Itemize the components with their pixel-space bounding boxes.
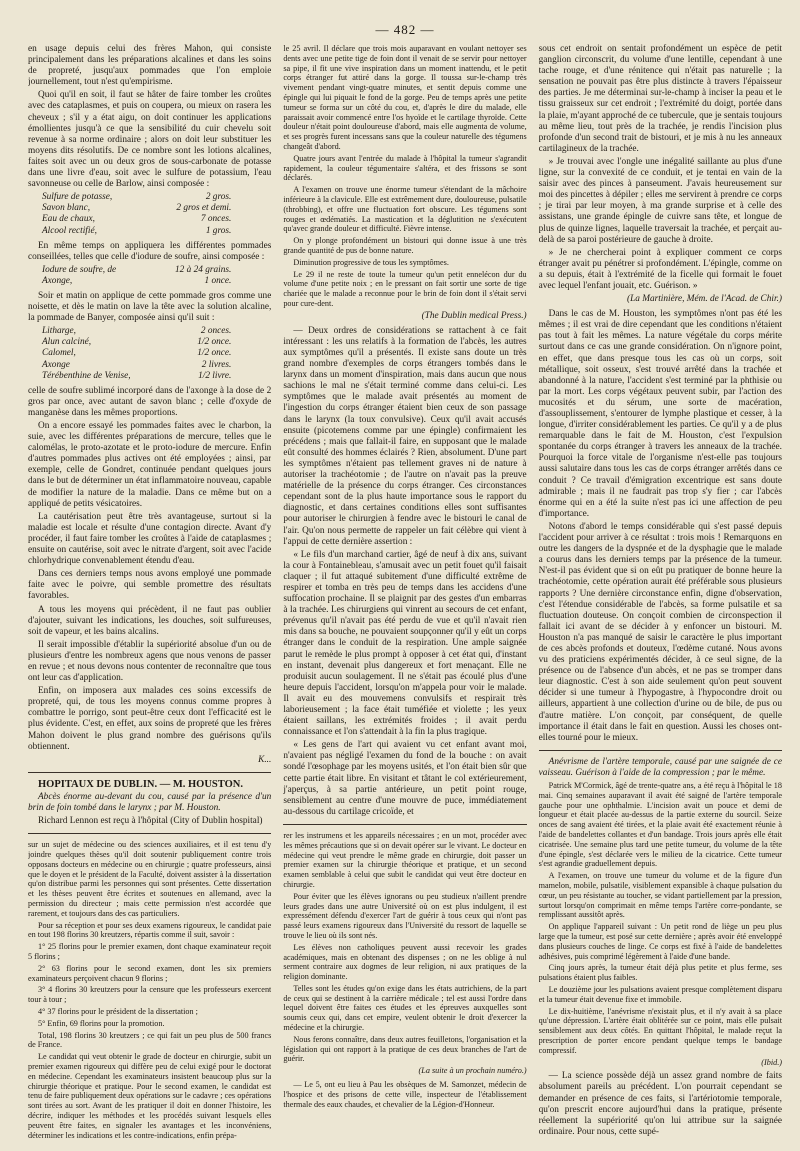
list-item: 1° 25 florins pour le premier examen, dont chaque examinateur reçoit 5 florins ; [28, 942, 272, 961]
section-heading: HOPITAUX DE DUBLIN. — M. HOUSTON. [38, 778, 243, 790]
paragraph: celle de soufre sublimé incorporé dans de l'axonge à la dose de 2 gros par once, avec autant de savon blanc ; celle d'oxyde de manganèse dans les mêmes proportions. [28, 385, 272, 418]
recipe-row: Litharge, 2 onces. [42, 326, 232, 337]
article-subheading: Anévrisme de l'artère temporale, causé par une saignée de ce vaisseau. Guérison à l'aide de la compression ; par le même. [538, 756, 782, 778]
recipe-row: Térébenthine de Venise, 1/2 livre. [42, 370, 232, 381]
divider [539, 750, 782, 751]
continued-note: (La suite à un prochain numéro.) [418, 1066, 527, 1076]
recipe-banyer [42, 326, 271, 381]
divider [283, 824, 526, 825]
article-subheading: Abcès énorme au-devant du cou, causé par la présence d'un brin de foin tombé dans le larynx ; par M. Houston. [28, 791, 272, 813]
paragraph: Les élèves non catholiques peuvent aussi recevoir les grades académiques, mais en obtenant des dispenses ; on ne les oblige à nul serment contraire aux dogmes de leur religion, ni aux pratiques de la religion dominante. [283, 942, 527, 982]
list-item: 2° 63 florins pour le second examen, dont les six premiers examinateurs perçoivent chacun 9 florins ; [28, 963, 272, 983]
divider [28, 833, 271, 834]
recipe-iodure [42, 265, 271, 287]
recipe-row: Sulfure de potasse, 2 gros. [42, 192, 232, 203]
paragraph: — Deux ordres de considérations se rattachent à ce fait intéressant : les uns relatifs à la formation de l'abcès, les autres aux symptômes qu'il a présentés. Il existe sans doute un très grand nombre d'exemples de corps étrangers tombés dans le larynx dans un moment d'inspiration, mais dans aucun que nous sachions le mal ne s'était terminé comme dans celui-ci. Les symptômes que le malade avait présentés au moment de l'ingestion du corps étranger étaient bien ceux de son passage dans le larynx (la toux convulsive). Ceux qu'il avait accusés ensuite (picotemens comme par une épingle) confirmaient les précédens ; mais que fallait-il faire, en supposant que le malade eût consulté des hommes éclairés ? Rien, absolument. D'une part les symptômes n'étaient pas tellement graves ni de nature à autoriser la trachéotomie ; de l'autre on n'avait pas la preuve matérielle de la présence du corps étranger. Ces circonstances cependant sont de la plus haute importance sous le rapport du diagnostic, et dans certaines conditions elles sont suffisantes pour autoriser le chirurgien à fendre avec le bistouri le canal de l'air. Qu'on nous permette de rappeler un fait célèbre qui vient à l'appui de cette dernière assertion : [283, 325, 527, 547]
paragraph: Quoi qu'il en soit, il faut se hâter de faire tomber les croûtes avec des cataplasmes, et puis on coupera, ou mieux on rasera les cheveux ; s'il y a état aigu, on doit continuer les applications émollientes jusqu'à ce que la sensibilité du cuir chevelu soit revenue à sa norme ordinaire ; alors on doit leur substituer les moyens dits résolutifs. De ce nombre sont les lotions alcalines, faites soit avec un ou deux gros de sous-carbonate de potasse dans une livre d'eau, soit avec le sulfure de potassium, l'eau savonneuse ou celle de Barlow, ainsi composée : [28, 90, 272, 190]
recipe-row: Eau de chaux, 7 onces. [42, 214, 232, 225]
paragraph: Nous ferons connaître, dans deux autres feuilletons, l'organisation et la législation qui ont rapport à la pratique de ces deux branches de l'art de guérir. [283, 1034, 527, 1064]
text-columns [28, 44, 782, 1144]
recipe-row: Savon blanc, 2 gros et demi. [42, 203, 232, 214]
paragraph: A tous les moyens qui précèdent, il ne faut pas oublier d'ajouter, suivant les indications, les douches, soit sulfureuses, soit de vapeur, et les bains alcalins. [28, 604, 272, 637]
paragraph: Le douzième jour les pulsations avaient presque complètement disparu et la tumeur était devenue fixe et immobile. [538, 984, 782, 1004]
paragraph: Soir et matin on applique de cette pommade gros comme une noisette, et dès le matin on lave la tête avec la solution alcaline, la pommade de Banyer, composée ainsi qu'il suit : [28, 290, 272, 324]
list-item: 5° Enfin, 69 florins pour la promotion. [38, 1018, 165, 1028]
paragraph: On a encore essayé les pommades faites avec le charbon, la suie, avec les différentes préparations de mercure, telles que le calomélas, le proto-azotate et le proto-iodure de mercure. Enfin d'autres pommades plus actives ont été employées ; ainsi, par exemple, celle de Gondret, continuée pendant quelques jours dans le but de déterminer un état inflammatoire nouveau, capable de modifier la nature de la maladie. Dans ce même but on a appliqué de petits vésicatoires. [28, 421, 272, 509]
paragraph: Le dix-huitième, l'anévrisme n'existait plus, et il n'y avait à sa place qu'une dépression. L'artère était oblitérée sur ce point, mais elle pulsait sensiblement aux deux côtés. En quittant l'hôpital, le malade reçut la prescription de porter encore pendant quelque temps le bandage compressif. [538, 1006, 782, 1055]
paragraph: « Le fils d'un marchand cartier, âgé de neuf à dix ans, suivant la cour à Fontainebleau, s'amusait avec un petit fouet qu'il faisait claquer ; il fut attaqué subitement d'une difficulté extrême de respirer et tomba en très peu de temps dans les accidens d'une suffocation prochaine. Il se plaignit par des gestes d'un embarras à la trachée. Les chirurgiens qui vinrent au secours de cet enfant, prévenus qu'il n'avait pas été perdu de vue et qu'il n'avait rien mis dans sa bouche, ne pouvaient soupçonner qu'il y eût un corps étranger dans le conduit de la respiration. Une ample saignée parut le remède le plus prompt à opposer à cet état qui, d'instant en instant, devenait plus dangereux et fort menaçant. Elle ne produisit aucun soulagement. Il ne s'était pas écoulé plus d'une heure depuis l'accident, lorsqu'on m'appela pour voir le malade. Il avait eu des mouvemens convulsifs et respirait très laborieusement ; la face était tuméfiée et violette ; les yeux étaient saillans, les extrémités froides ; il avait perdu connaissance et l'on s'attendait à la fin la plus tragique. [283, 549, 527, 738]
column-1 [28, 44, 271, 1144]
source-citation: (Ibid.) [761, 1057, 782, 1067]
paragraph: Dans le cas de M. Houston, les symptômes n'ont pas été les mêmes ; il est vrai de dire cependant que les conditions n'étaient pas tout à fait les mêmes. La nature végétale du corps mérite surtout dans ce cas une grande considération. On n'ignore point, en effet, que dans presque tous les cas où un corps, soit métallique, soit osseux, s'est trouvé arrêté dans la trachée et abandonné à la nature, l'accident s'est terminé par la phthisie ou par la mort. Les corps végétaux peuvent subir, par l'action des mucosités et du sérum, une sorte de macération, d'assouplissement, s'entourer de lymphe plastique et cesser, à la longue, d'irriter considérablement les parties. Ce qu'il y a de plus remarquable dans le fait de M. Houston, c'est l'expulsion spontanée du corps étranger à travers les anneaux de la trachée. Pourquoi la force vitale de l'organisme n'est-elle pas toujours aussi salutaire dans tous les cas de corps étranger arrêtés dans ce conduit ? Ce travail d'émigration excentrique est sans doute admirable ; mais il ne faudrait pas trop s'y fier ; car l'abcès énorme qui en a été la suite n'est pas ici une affection de peu d'importance. [538, 309, 782, 519]
paragraph: le 25 avril. Il déclare que trois mois auparavant en voulant nettoyer ses dents avec une petite tige de foin dont il venait de se servir pour nettoyer sa pipe, il fit une vive inspiration dans un moment inattendu, et le petit corps étranger fut attiré dans la gorge. Il toussa sur-le-champ très vivement pendant vingt-quatre minutes, et sentit depuis comme une épingle qui lui piquait le fond de la gorge. Peu de temps après une petite tumeur se forma sur un côté du cou, et, d'après le dire du malade, elle paraissait avoir commencé entre l'os hyoïde et le cartilage thyroïde. Cette douleur n'était point douloureuse d'abord, mais elle augmenta de volume, et ses progrès furent incessans sans que la couleur naturelle des tégumens changeât d'abord. [283, 44, 527, 151]
paragraph: Notons d'abord le temps considérable qui s'est passé depuis l'accident pour arriver à ce résultat : trois mois ! Remarquons en outre les dangers de la dyspnée et de la dysphagie que le malade a courus dans les derniers temps par la présence de la tumeur. N'est-il pas évident que si on eût pu pratiquer de bonne heure la trachéotomie, cette opération aurait été préférable sous plusieurs rapports ? Une dernière circonstance enfin, digne d'observation, c'est l'étendue considérable de l'abcès, sa forme pulsatile et sa fluctuation douteuse. On conçoit combien de circonspection il fallait ici avant de se décider à y enfoncer un bistouri. M. Houston n'a pas manqué de saisir le caractère le plus important de ces abcès profonds et douteux, l'œdème cutané. Nous avons vu des praticiens expérimentés décider, à ce seul signe, de la présence ou de l'absence d'un abcès, et ne pas se tromper dans leur diagnostic. C'est à son aide seulement qu'on peut souvent décider si une tumeur à l'hypogastre, à l'hypocondre droit ou ailleurs, appartient à une collection d'urine ou de bile, de pus ou d'autre matière. L'on conçoit, par conséquent, de quelle importance il était dans le fait en question. Aussi les choses ont-elles tourné pour le mieux. [538, 521, 782, 743]
paragraph: Pour sa réception et pour ses deux examens rigoureux, le candidat paie en tout 198 florins 30 kreutzers, répartis comme il suit, savoir : [28, 920, 272, 940]
paragraph: En même temps on appliquera les différentes pommades conseillées, telles que celle d'iodure de soufre, ainsi composée : [28, 240, 272, 262]
divider [28, 772, 271, 773]
case-report [539, 781, 782, 1067]
feuilleton-part-1 [28, 840, 271, 1140]
paragraph: Il serait impossible d'établir la supériorité absolue d'un ou de plusieurs d'entre les nombreux agens que nous venons de passer en revue ; et nous devons nous contenter de reconnaître que tous ont leur cas d'application. [28, 639, 272, 684]
paragraph: rer les instrumens et les appareils nécessaires ; en un mot, procéder avec les mêmes précautions que si on devait opérer sur le vivant. Le docteur en médecine qui veut prendre le même grade en chirurgie, doit passer un premier examen sur la chirurgie théorique et pratique, et un second examen semblable à celui que subit le candidat qui veut être docteur en chirurgie. [283, 830, 527, 889]
source-citation: (La Martinière, Mém. de l'Acad. de Chir.) [626, 294, 782, 305]
recipe-row: Calomel, 1/2 once. [42, 348, 232, 359]
paragraph: sous cet endroit on sentait profondément un espèce de petit ganglion circonscrit, du volume d'une lentille, cependant à une tache rouge, et d'une rénitence qui n'était pas naturelle ; la sensation ne pouvait pas être plus distincte à travers l'épaisseur des parties. Je me déterminai sur-le-champ à inciser la peau et le tissu graisseux sur cet endroit ; l'extrémité du doigt, portée dans la plaie, m'ayant approché de ce tubercule, que je sentais toujours au même lieu, tout près de la trachée, je rendis l'incision plus profonde d'un second trait de bistouri, et je mis à nu les anneaux cartilagineux de la trachée. [538, 44, 782, 154]
paragraph: Patrick M'Cormick, âgé de trente-quatre ans, a été reçu à l'hôpital le 18 mai. Cinq semaines auparavant il avait été saigné de l'artère temporale gauche pour une ophthalmie. L'incision avait un pouce et demi de longueur et était placée au-dessus de la partie externe du sourcil. Seize onces de sang avaient été tirées, et la plaie avait été exactement réunie à l'aide de bandelettes collantes et d'un bandage. Trois jours après elle était cicatrisée. Une semaine plus tard une petite tumeur, du volume de la tête d'une épingle, s'est déclarée vers le milieu de la cicatrice. Cette tumeur s'est agrandie graduellement depuis. [538, 781, 782, 869]
paragraph: Dans ces derniers temps nous avons employé une pommade faite avec le poivre, qui semble promettre des résultats favorables. [28, 569, 272, 602]
paragraph: Le candidat qui veut obtenir le grade de docteur en chirurgie, subit un premier examen rigoureux qui diffère peu de celui exigé pour le doctorat en médecine. Cependant les examinateurs insistent beaucoup plus sur la chirurgie théorique et pratique. Pour le second examen, le candidat est tenu de faire publiquement deux opérations sur le cadavre ; ces opérations sont tirées au sort. Avant de les pratiquer il doit en donner l'histoire, les décrire, indiquer les méthodes et les procédés suivant lesquels elles peuvent être faites, en signaler les avantages et les inconvéniens, déterminer les indications et les contre-indications, enfin prépa- [28, 1052, 272, 1140]
paragraph: en usage depuis celui des frères Mahon, qui consiste principalement dans les préparations alcalines et dans les soins de propreté, jusqu'aux pommades que l'on emploie journellement, tout n'est qu'empirisme. [28, 44, 272, 88]
paragraph: Pour éviter que les élèves ignorans ou peu studieux n'aillent prendre leurs grades dans une autre Université où on est plus indulgent, il est expressément défendu d'exercer l'art de guérir à tous ceux qui n'ont pas passé leurs examens rigoureux dans l'Université du ressort de laquelle se trouve le lieu où ils sont nés. [283, 891, 527, 940]
recipe-row: Axonge 2 livres. [42, 359, 232, 370]
recipe-barlow [42, 192, 271, 236]
column-2 [283, 44, 526, 1144]
list-item: 3° 4 florins 30 kreutzers pour la censure que les professeurs exercent tour à tour ; [28, 985, 272, 1005]
paragraph: Quatre jours avant l'entrée du malade à l'hôpital la tumeur s'agrandit rapidement, la couleur tégumentaire s'altéra, et des frissons se sont déclarés. [283, 153, 527, 183]
source-citation: (The Dublin medical Press.) [421, 310, 527, 321]
feuilleton-part-2 [283, 831, 526, 1110]
recipe-row: Alun calciné, 1/2 once. [42, 337, 232, 348]
paragraph: Cinq jours après, la tumeur était déjà plus petite et plus ferme, ses pulsations étaient plus faibles. [538, 963, 782, 983]
paragraph: Richard Lennon est reçu à l'hôpital (City of Dublin hospital) [38, 816, 263, 827]
paragraph: A l'examen, on trouve une tumeur du volume et de la figure d'un mamelon, mobile, pulsatile, visiblement expansible à chaque pulsation du cœur, un peu résistante au toucher, se vidant partiellement par la pression, surtout lorsqu'on comprimait en même temps l'artère corre-pondante, se remplissant aussitôt après. [538, 871, 782, 920]
paragraph: » Je ne chercherai point à expliquer comment ce corps étranger avait pu pénétrer si profondément. L'épingle, comme on a su depuis, était à l'extrémité de la ficelle qui formait le fouet avec lequel l'enfant jouait, etc. Guérison. » [538, 247, 782, 291]
paragraph: On applique l'appareil suivant : Un petit rond de liège un peu plus large que la tumeur, est posé sur cette dernière ; après avoir été enveloppé dans plusieurs couches de linge. Ce corps est fixé à l'aide de bandelettes adhésives, puis comprimé légèrement à l'aide d'une bande. [538, 922, 782, 961]
paragraph: Total, 198 florins 30 kreutzers ; ce qui fait un peu plus de 500 francs de France. [28, 1030, 272, 1050]
paragraph: Diminution progressive de tous les symptômes. [293, 257, 449, 267]
page-number: — 482 — [375, 22, 435, 37]
list-item: 4° 37 florins pour le président de la dissertation ; [38, 1006, 198, 1016]
paragraph: sur un sujet de médecine ou des sciences auxiliaires, et il est tenu d'y joindre quelques thèses qu'il doit soutenir publiquement contre trois opposans docteurs en médecine ou en chirurgie ; quatre professeurs, ainsi que le doyen et le président de la Faculté, doivent assister à la dissertation qu'on distribue parmi les personnes qui sont présentes. Cette dissertation et les thèses peuvent être écrites et soutenues en allemand, avec la permission du directeur ; mais cette permission n'est accordée que rarement, et toujours dans des cas particuliers. [28, 840, 272, 918]
paragraph: Telles sont les études qu'on exige dans les états autrichiens, de la part de ceux qui se destinent à la carrière médicale ; tel est aussi l'ordre dans lequel doivent être faites ces études et les épreuves auxquelles sont soumis ceux qui, dans cet empire, veulent obtenir le droit d'exercer la médecine et la chirurgie. [283, 983, 527, 1033]
paragraph: « Les gens de l'art qui avaient vu cet enfant avant moi, n'avaient pas négligé l'examen du fond de la bouche : on avait sondé l'œsophage par les moyens usités, et l'on était bien sûr que cette partie était libre. En visitant et tâtant le col extérieurement, j'aperçus, à sa partie antérieure, un petit point rouge, sensiblement au centre d'une mouvre de puce, immédiatement au-dessous du cartilage cricoïde, et [283, 740, 527, 817]
recipe-row: Alcool rectifié, 1 gros. [42, 225, 232, 236]
paragraph: La cautérisation peut être très avantageuse, surtout si la maladie est locale et résulte d'une contagion directe. Avant d'y procéder, il faut faire tomber les croûtes à l'aide de cataplasmes ; ensuite on cautérise, soit avec le nitrate d'argent, soit avec l'acide chlorhydrique convenablement étendu d'eau. [28, 511, 272, 567]
paragraph: Le 29 il ne reste de toute la tumeur qu'un petit ennelécon dur du volume d'une petite noix ; en le pressant on fait sortir une sorte de tige chariée que le malade a reconnue pour le brin de foin dont il s'était servi pour cure-dent. [283, 269, 527, 308]
signature: K... [258, 754, 272, 765]
recipe-row: Axonge, 1 once. [42, 275, 232, 286]
paragraph: — Le 5, ont eu lieu à Pau les obsèques de M. Samonzet, médecin de l'hospice et des prisons de cette ville, inspecteur de l'établissement thermale des eaux chaudes, et chevalier de la Légion-d'Honneur. [283, 1080, 527, 1109]
paragraph: — La science possède déjà un assez grand nombre de faits absolument pareils au précédent. L'on pourrait cependant se demander en présence de ces faits, si l'artériotomie temporale, qu'on prescrit encore aujourd'hui dans la pratique, présente réellement la supériorité qu'on lui attribue sur la saignée ordinaire. Pour nous, cette supé- [538, 1071, 782, 1137]
paragraph: On y plonge profondément un bistouri qui donne issue à une très grande quantité de pus de bonne nature. [283, 236, 527, 255]
paragraph: » Je trouvai avec l'ongle une inégalité saillante au plus d'une ligne, sur la convexité de ce conduit, et je tentai en vain de la saisir avec des pinces à panseument. J'avais heureusement sur moi des pincettes à dépiler ; elles me servirent à prendre ce corps ; je tirai par leur moyen, à ma grande surprise et à celle des assistans, une grande épingle de cuivre sans tête, et longue de plus de quinze lignes, laquelle traversait la trachée, et perçait au-delà de sa paroi postérieure de gauche à droite. [538, 156, 782, 245]
paragraph: Enfin, on imposera aux malades ces soins excessifs de propreté, qui, de tous les moyens connus comme propres à combattre le porrigo, sont peut-être ceux dont l'efficacité est le plus évidente. C'est, en effet, aux soins de propreté que les frères Mahon doivent le plus grand nombre des guérisons qu'ils obtiennent. [28, 686, 272, 752]
recipe-row: Iodure de soufre, de 12 à 24 grains. [42, 264, 232, 275]
paragraph: A l'examen on trouve une énorme tumeur s'étendant de la mâchoire inférieure à la clavicule. Elle est extrêmement dure, douloureuse, pulsatile (throbbing), et offre une fluctuation fort obscure. Les tégumens sont rouges et œdématiés. La mastication et la déglutition ne s'exécutent qu'avec grande douleur et difficulté. Fièvre intense. [283, 185, 527, 234]
column-3 [539, 44, 782, 1144]
